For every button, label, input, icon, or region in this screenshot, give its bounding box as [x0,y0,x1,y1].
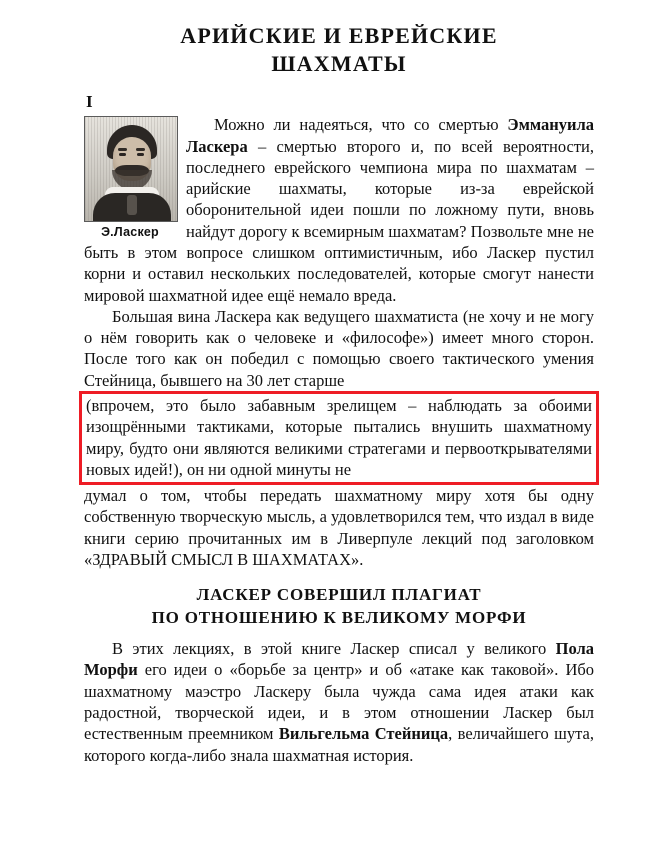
page-title [84,22,594,78]
page-title-line-1: АРИЙСКИЕ И ЕВРЕЙСКИЕ [180,23,498,48]
paragraph-2: Большая вина Ласкера как ведущего шахматиста (не хочу и не могу о нём говорить как о человеке и «философе») имеет много сторон. После того как он победил с помощью своего тактического умения Стейница, бывшего на 30 лет старше [84,306,594,390]
portrait-figure [84,116,176,239]
page-title-line-2: ШАХМАТЫ [271,51,407,77]
highlighted-annotation-box [79,391,599,485]
section-number: I [86,92,94,112]
paragraph-4-text-b: его идеи о «борьбе за центр» и об «атаке как таковой». Ибо шахматному маэстро Ласкеру была чужда сама идея атаки как радостной, творческой идеи, и в этом отношении Ласкер был естественным преемником [84,660,594,744]
page-content [84,22,594,766]
highlighted-text: (впрочем, это было забавным зрелищем – наблюдать за обоими изощрёнными тактиками, которые пытались внушить шахматному миру, будто они являются великими стратегами и первооткрывателями новых идей!), он ни одной минуты не [86,395,592,479]
subheading-line-2: ПО ОТНОШЕНИЮ К ВЕЛИКОМУ МОРФИ [151,608,527,628]
paragraph-1-text-b: – смертью второго и, по всей вероятности, последнего еврейского чемпиона мира по шахматам – арийские шахматы, которые из-за еврейской оборонительной идеи пошли по ложному пути, вновь найдут дорогу к всемирным шахматам? Позвольте мне не быть в этом вопросе слишком оптимистичным, ибо Ласкер пустил корни и оставил нескольких последователей, которые смогут нанести мировой шахматной идее ещё немало вреда. [84,136,594,305]
portrait-caption: Э.Ласкер [101,225,159,240]
paragraph-3: думал о том, чтобы передать шахматному миру хотя бы одну собственную творческую мысль, а удовлетворился тем, что издал в виде книги серию прочитанных им в Ливерпуле лекций под заголовком «ЗДРАВЫЙ СМЫСЛ В ШАХМАТАХ». [84,486,594,569]
subheading-line-1: ЛАСКЕР СОВЕРШИЛ ПЛАГИАТ [196,585,482,605]
paragraph-4-text-a: В этих лекциях, в этой книге Ласкер списал у великого [112,639,556,659]
paragraph-1-bold-name: Эммануила Ласкера [186,115,594,156]
paragraph-4-bold-steinitz: Вильгельма Стейница [278,724,449,744]
paragraph-4-bold-morphy: Пола Морфи [84,639,594,680]
paragraph-4-text-c: , величайшего шута, которого когда-либо знала шахматная история. [84,724,594,765]
portrait-image-lasker [84,116,178,222]
subheading [84,584,594,630]
paragraph-1-text-a: Можно ли надеяться, что со смертью [214,115,508,135]
paragraph-4 [84,638,594,766]
